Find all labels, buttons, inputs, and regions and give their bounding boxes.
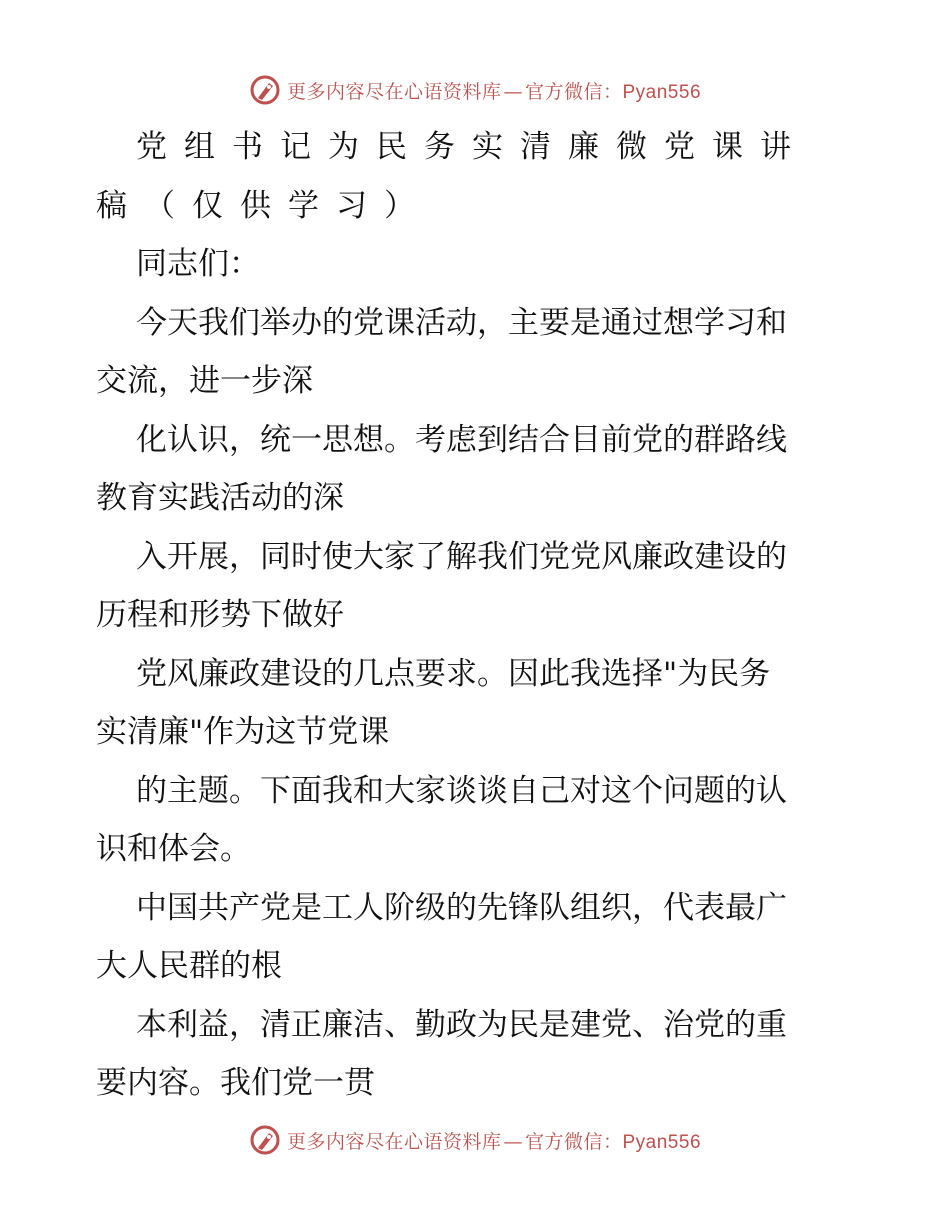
pen-nib-logo-icon [249,1124,281,1156]
document-line: 要内容。我们党一贯 [96,1065,375,1101]
watermark-text: 更多内容尽在心语资料库 — 官方微信：Pyan556 [286,80,702,103]
document-line: 同志们： [136,246,260,282]
document-line: 本利益，清正廉洁、勤政为民是建党、治党的重 [136,1006,787,1043]
document-line: 交流，进一步深 [96,363,313,399]
document-title-line-2: 稿（仅供学习） [96,187,432,224]
document-line: 实清廉"作为这节党课 [96,714,390,750]
document-title-line-1: 党组书记为民务实清廉微党课讲 [136,129,808,165]
document-line: 教育实践活动的深 [96,480,344,516]
header-watermark [0,70,950,110]
pen-nib-logo-icon [249,74,281,106]
document-line: 党风廉政建设的几点要求。因此我选择"为民务 [136,655,771,692]
document-line: 入开展，同时使大家了解我们党党风廉政建设的 [136,538,787,575]
document-line: 历程和形势下做好 [96,597,344,633]
document-line: 大人民群的根 [96,948,282,984]
watermark-text: 更多内容尽在心语资料库 — 官方微信：Pyan556 [286,1130,702,1153]
document-line: 化认识，统一思想。考虑到结合目前党的群路线 [136,421,787,458]
document-line: 识和体会。 [96,831,251,867]
document-line: 的主题。下面我和大家谈谈自己对这个问题的认 [136,772,787,809]
footer-watermark [0,1120,950,1160]
document-body [96,118,856,1113]
document-paragraphs [96,235,856,1113]
document-line: 中国共产党是工人阶级的先锋队组织，代表最广 [136,889,787,926]
document-line: 今天我们举办的党课活动，主要是通过想学习和 [136,304,787,341]
